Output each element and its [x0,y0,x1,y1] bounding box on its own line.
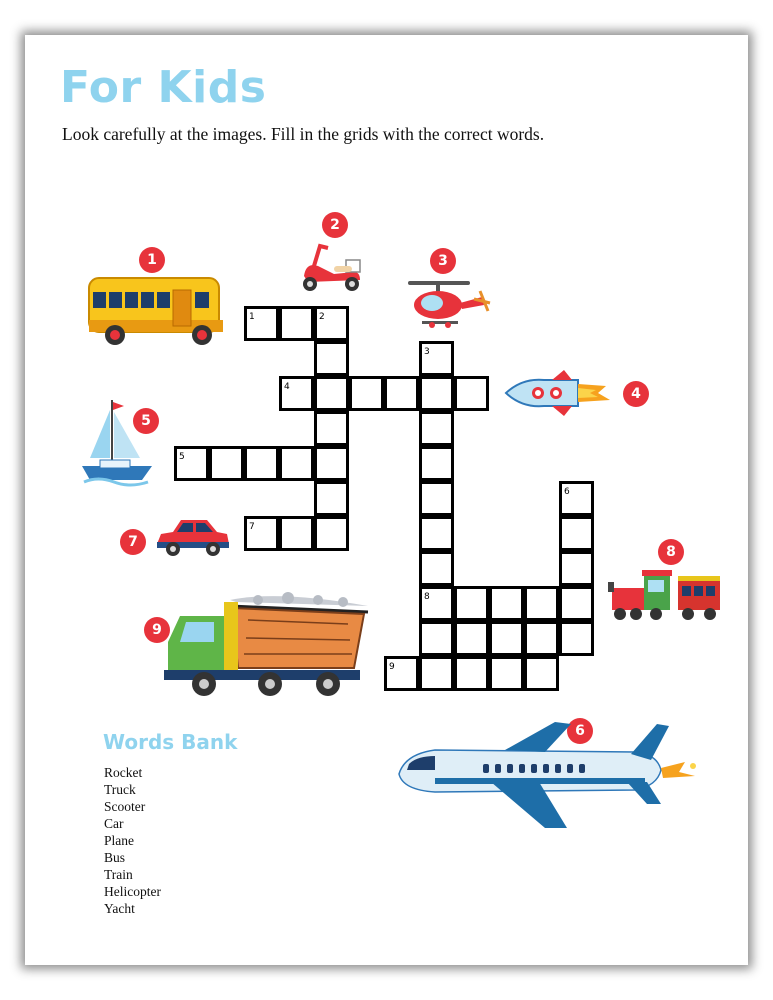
instructions: Look carefully at the images. Fill in the grids with the correct words. [62,124,545,144]
grid-cell[interactable] [279,446,314,481]
badge-3: 3 [430,248,456,274]
grid-cell[interactable] [314,411,349,446]
grid-cell[interactable] [454,621,489,656]
words-bank-title: Words Bank [103,730,238,754]
grid-cell[interactable] [419,481,454,516]
grid-cell[interactable] [454,656,489,691]
word-item: Rocket [104,765,143,780]
word-item: Train [104,867,133,882]
grid-cell[interactable] [419,376,454,411]
clue-number: 9 [389,662,395,672]
word-item: Helicopter [104,884,161,899]
grid-cell[interactable] [454,376,489,411]
grid-cell[interactable] [314,446,349,481]
badge-2: 2 [322,212,348,238]
badge-7: 7 [120,529,146,555]
grid-cell[interactable] [559,516,594,551]
word-item: Bus [104,850,126,865]
clue-number: 2 [319,312,325,322]
grid-cell[interactable] [524,621,559,656]
truck-icon [158,588,370,700]
bus-icon [85,274,230,349]
sailboat-icon [78,396,156,496]
badge-9: 9 [144,617,170,643]
clue-number: 7 [249,522,255,532]
train-icon [608,568,723,626]
grid-cell[interactable] [209,446,244,481]
clue-number: 8 [424,592,430,602]
grid-cell[interactable] [559,586,594,621]
grid-cell[interactable] [314,341,349,376]
grid-cell[interactable] [489,586,524,621]
scooter-icon [294,242,369,294]
word-item: Plane [104,833,134,848]
grid-cell[interactable] [349,376,384,411]
word-item: Yacht [104,901,135,916]
badge-8: 8 [658,539,684,565]
rocket-icon [502,368,614,418]
grid-cell[interactable] [314,481,349,516]
badge-1: 1 [139,247,165,273]
grid-cell[interactable] [314,376,349,411]
grid-cell[interactable] [279,306,314,341]
grid-cell[interactable] [314,516,349,551]
grid-cell[interactable] [559,621,594,656]
grid-cell[interactable] [419,516,454,551]
clue-number: 3 [424,347,430,357]
clue-number: 5 [179,452,185,462]
badge-4: 4 [623,381,649,407]
word-item: Car [104,816,124,831]
word-item: Truck [104,782,136,797]
word-item: Scooter [104,799,146,814]
car-icon [153,514,233,559]
grid-cell[interactable] [244,446,279,481]
grid-cell[interactable] [419,551,454,586]
grid-cell[interactable] [419,446,454,481]
grid-cell[interactable] [489,621,524,656]
grid-cell[interactable] [559,551,594,586]
grid-cell[interactable] [419,621,454,656]
page-title: For Kids [60,62,267,113]
badge-6: 6 [567,718,593,744]
grid-cell[interactable] [419,656,454,691]
airplane-icon [395,720,705,832]
grid-cell[interactable] [524,586,559,621]
grid-cell[interactable] [419,411,454,446]
clue-number: 1 [249,312,255,322]
grid-cell[interactable] [454,586,489,621]
clue-number: 4 [284,382,290,392]
grid-cell[interactable] [384,376,419,411]
clue-number: 6 [564,487,570,497]
helicopter-icon [402,275,492,333]
grid-cell[interactable] [279,516,314,551]
grid-cell[interactable] [489,656,524,691]
badge-5: 5 [133,408,159,434]
words-bank-list [104,764,161,917]
grid-cell[interactable] [524,656,559,691]
